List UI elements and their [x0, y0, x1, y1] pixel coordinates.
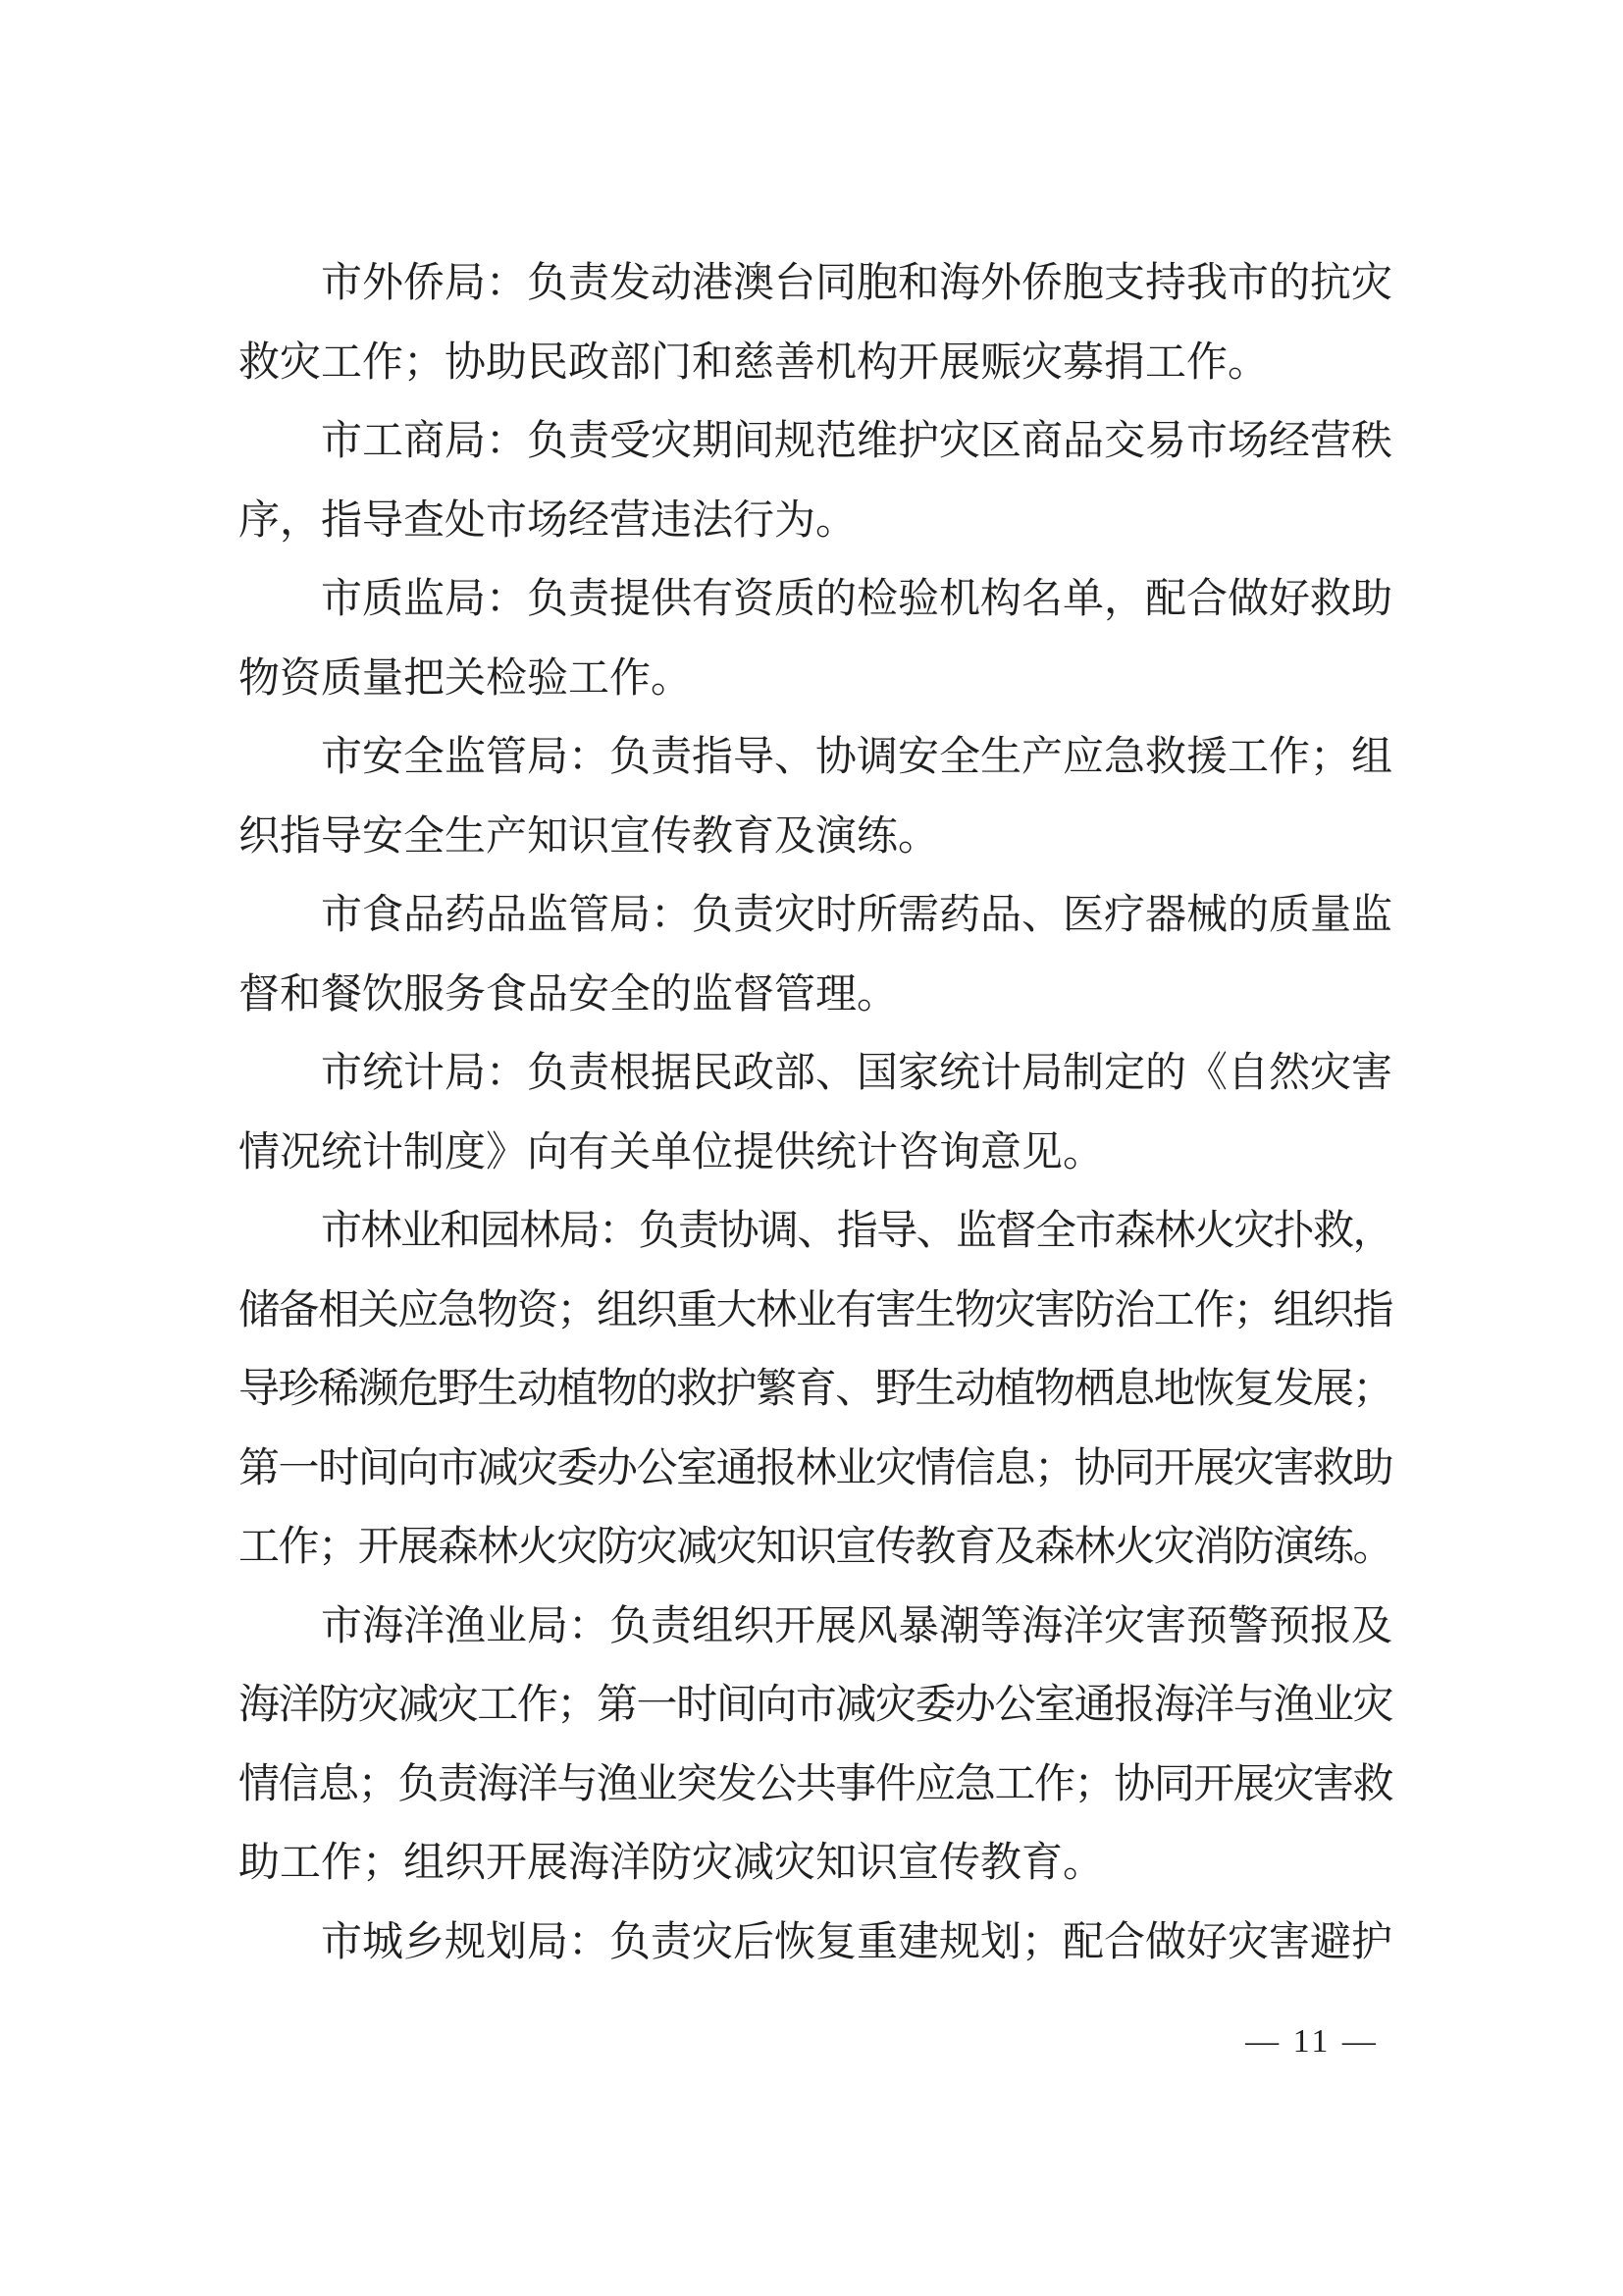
- text-line: 情况统计制度》向有关单位提供统计咨询意见。: [238, 1129, 1105, 1175]
- text-line: 督和餐饮服务食品安全的监督管理。: [238, 971, 899, 1018]
- text-line: 储备相关应急物资；组织重大林业有害生物灾害防治工作；组织指: [238, 1287, 1393, 1333]
- text-line: 物资质量把关检验工作。: [238, 655, 693, 702]
- document-body: [238, 244, 1392, 1982]
- text-line: 序，指导查处市场经营违法行为。: [238, 497, 858, 544]
- text-line: 第一时间向市减灾委办公室通报林业灾情信息；协同开展灾害救助: [238, 1445, 1393, 1491]
- text-line: 情信息；负责海洋与渔业突发公共事件应急工作；协同开展灾害救: [238, 1761, 1393, 1807]
- text-line: 市城乡规划局：负责灾后恢复重建规划；配合做好灾害避护: [321, 1919, 1393, 1965]
- text-line: 织指导安全生产知识宣传教育及演练。: [238, 813, 940, 860]
- text-line: 海洋防灾减灾工作；第一时间向市减灾委办公室通报海洋与渔业灾: [238, 1683, 1393, 1728]
- text-line: 市外侨局：负责发动港澳台同胞和海外侨胞支持我市的抗灾: [321, 261, 1393, 306]
- text-line: 市质监局：负责提供有资质的检验机构名单，配合做好救助: [321, 577, 1393, 622]
- text-line: 救灾工作；协助民政部门和慈善机构开展赈灾募捐工作。: [238, 339, 1270, 386]
- text-line: 助工作；组织开展海洋防灾减灾知识宣传教育。: [238, 1841, 1105, 1886]
- text-line: 市食品药品监管局：负责灾时所需药品、医疗器械的质量监: [321, 893, 1393, 938]
- text-line: 市统计局：负责根据民政部、国家统计局制定的《自然灾害: [321, 1051, 1393, 1096]
- text-line: 市海洋渔业局：负责组织开展风暴潮等海洋灾害预警预报及: [321, 1603, 1393, 1649]
- text-line: 市安全监管局：负责指导、协调安全生产应急救援工作；组: [321, 735, 1393, 780]
- text-line: 市工商局：负责受灾期间规范维护灾区商品交易市场经营秩: [321, 419, 1393, 464]
- page-number: — 11 —: [1245, 2023, 1379, 2060]
- text-line: 市林业和园林局：负责协调、指导、监督全市森林火灾扑救，: [321, 1209, 1393, 1254]
- text-line: 导珍稀濒危野生动植物的救护繁育、野生动植物栖息地恢复发展；: [238, 1367, 1393, 1412]
- text-line: 工作；开展森林火灾防灾减灾知识宣传教育及森林火灾消防演练。: [238, 1525, 1393, 1570]
